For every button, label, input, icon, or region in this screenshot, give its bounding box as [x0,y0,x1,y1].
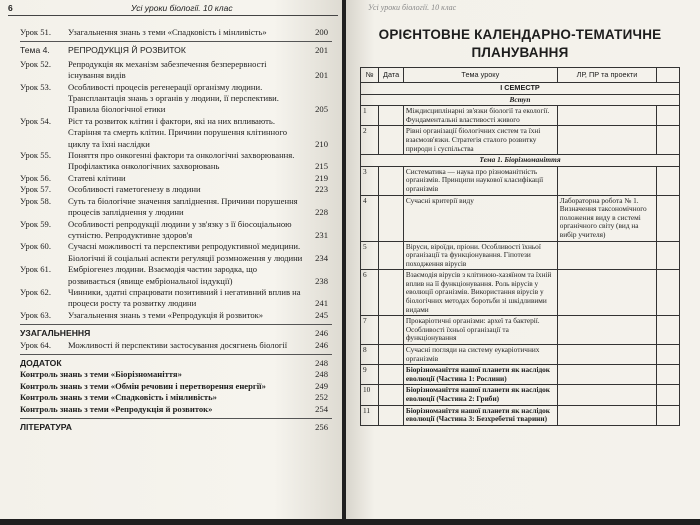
toc-page: 210 [315,138,328,149]
row-lab [557,270,656,316]
row-date [379,126,404,155]
row-date [379,241,404,270]
header-number: № [361,68,379,83]
table-row [361,316,680,345]
toc-text: Суть та біологічне значення запліднення. Причини порушення процесів запліднення у людини [68,195,298,218]
row-date [379,385,404,405]
toc-text: Контроль знань з теми «Обмін речовин і перетворення енергії» [20,380,266,391]
semester-label: I СЕМЕСТР [361,83,680,95]
table-row [361,241,680,270]
table-row [361,106,680,126]
row-number: 11 [361,405,379,425]
toc-separator [20,418,332,419]
toc-entry [20,219,332,242]
toc-page: 249 [315,380,328,391]
toc-text: Особливості гаметогенезу в людини [68,184,201,195]
table-of-contents [20,27,332,433]
page-title [360,26,680,62]
toc-text: Чинники, здатні спрацювати позитивний і негативний вплив на процеси росту та розвитку людини [68,286,301,309]
row-topic: Міждисциплінарні зв'язки біології та екології. Фундаментальні властивості живого [403,106,557,126]
toc-entry [20,150,332,173]
toc-text: Особливості процесів регенерації організму людини. Трансплантація знань з органів у людини, її перспективи. Правила біологічної етики [68,81,279,115]
toc-page: 215 [315,161,328,172]
toc-label: Урок 63. [20,309,51,320]
toc-page: 231 [315,229,328,240]
row-date [379,405,404,425]
toc-text: Поняття про онкогенні фактори та онкологічні захворювання. Профілактика онкологічних захворювань [68,150,295,172]
toc-entry [20,45,332,56]
toc-text: ЛІТЕРАТУРА [20,422,72,432]
semester-row [361,83,680,95]
left-page-header [8,3,338,16]
toc-entry [20,264,332,287]
row-topic: Біорізноманіття нашої планети як наслідок еволюції (Частина 3: Безхребетні тварини) [403,405,557,425]
table-row [361,365,680,385]
row-blank [657,166,680,195]
toc-page: 238 [315,275,328,286]
toc-entry [20,422,332,433]
row-blank [657,385,680,405]
toc-text: Сучасні можливості та перспективи репродуктивної медицини. Біологічні й соціальні аспекти регуляції розмноження у людини [68,241,303,263]
toc-separator [20,354,332,355]
table-row [361,126,680,155]
row-date [379,316,404,345]
row-date [379,345,404,365]
toc-text: Узагальнення знань з теми «Спадковість і мінливість» [68,27,267,37]
row-lab [557,166,656,195]
toc-page: 201 [315,45,328,56]
row-topic: Систематика — наука про різноманітність організмів. Принципи наукової класифікації організмів [403,166,557,195]
table-row [361,405,680,425]
toc-label: Урок 64. [20,339,51,350]
row-blank [657,106,680,126]
toc-label: Урок 54. [20,115,51,126]
toc-text: Контроль знань з теми «Біорізноманіття» [20,369,182,380]
row-date [379,166,404,195]
toc-text: Репродукція як механізм забезпечення безперервності існування видів [68,58,267,81]
toc-entry [20,184,332,195]
right-running-head: Усі уроки біології. 10 клас [368,3,457,12]
row-number: 7 [361,316,379,345]
row-blank [657,316,680,345]
intro-row [361,94,680,106]
table-row [361,270,680,316]
row-lab [557,241,656,270]
row-blank [657,126,680,155]
toc-label: Урок 61. [20,264,51,275]
toc-page: 248 [315,357,328,368]
row-lab [557,126,656,155]
toc-text: Контроль знань з теми «Спадковість і мінливість» [20,392,217,403]
toc-label: Урок 55. [20,150,51,161]
running-head: Усі уроки біології. 10 клас [131,3,233,13]
toc-entry [20,392,332,403]
toc-page: 234 [315,252,328,263]
header-lab: ЛР, ПР та проекти [557,68,656,83]
toc-page: 228 [315,207,328,218]
row-lab [557,106,656,126]
toc-entry [20,310,332,321]
row-topic: Біорізноманіття нашої планети як наслідок еволюції (Частина 1: Рослини) [403,365,557,385]
row-topic: Біорізноманіття нашої планети як наслідок еволюції (Частина 2: Гриби) [403,385,557,405]
toc-label: Урок 51. [20,27,51,37]
toc-entry [20,287,332,310]
toc-page: 248 [315,369,328,380]
toc-text: Узагальнення знань з теми «Репродукція й розвиток» [68,309,264,320]
toc-entry [20,116,332,150]
row-lab [557,405,656,425]
toc-label: Тема 4. [20,45,50,56]
row-date [379,195,404,241]
topic-row [361,155,680,167]
toc-text: РЕПРОДУКЦІЯ Й РОЗВИТОК [68,45,186,56]
row-topic: Віруси, віроїди, пріони. Особливості їхньої організації та функціонування. Гіпотези походження вірусів [403,241,557,270]
row-number: 10 [361,385,379,405]
toc-separator [20,324,332,325]
toc-text: Ембріогенез людини. Взаємодія частин зародка, що розвивається (явище ембріональної індукції) [68,264,258,286]
right-page [346,0,700,519]
toc-page: 246 [315,328,328,339]
row-blank [657,270,680,316]
row-date [379,106,404,126]
toc-text: Контроль знань з теми «Репродукція й розвиток» [20,403,213,414]
table-header-row [361,68,680,83]
toc-label: Урок 56. [20,172,51,183]
table-row [361,195,680,241]
row-number: 9 [361,365,379,385]
row-blank [657,195,680,241]
toc-text: Ріст та розвиток клітин і фактори, які на них впливають. Старіння та смерть клітин. Причини порушення клітинного циклу та їхні наслідки [68,115,288,149]
table-row [361,345,680,365]
table-row [361,385,680,405]
toc-page: 223 [315,184,328,195]
toc-entry [20,369,332,380]
title-line-2: ПЛАНУВАННЯ [471,45,569,60]
planning-table [360,67,680,426]
toc-page: 252 [315,392,328,403]
row-topic: Сучасні критерії виду [403,195,557,241]
toc-entry [20,328,332,339]
toc-page: 245 [315,309,328,320]
toc-entry [20,196,332,219]
row-number: 3 [361,166,379,195]
toc-label: Урок 59. [20,218,51,229]
toc-entry [20,241,332,264]
row-topic: Прокаріотичні організми: археї та бактерії. Особливості їхньої організації та функціонування [403,316,557,345]
toc-label: Урок 58. [20,195,51,206]
row-number: 4 [361,195,379,241]
toc-entry [20,340,332,351]
toc-text: УЗАГАЛЬНЕННЯ [20,328,91,339]
row-topic: Взаємодія вірусів з клітиною-хазяїном та їхній вплив на її функціонування. Роль вірусів у еволюції організмів. Використання вірусів у біологічних методах боротьби зі шкідливими видами [403,270,557,316]
intro-label: Вступ [361,94,680,106]
row-blank [657,345,680,365]
toc-label: Урок 52. [20,58,51,69]
page-number: 6 [8,3,13,13]
toc-page: 256 [315,422,328,432]
toc-text: Особливості репродукції людини у зв'язку з її біосоціальною сутністю. Репродуктивне здоров'я [68,218,292,240]
header-topic: Тема уроку [403,68,557,83]
row-lab [557,345,656,365]
toc-page: 241 [315,298,328,309]
toc-text: Статеві клітини [68,172,126,183]
toc-label: Урок 62. [20,286,51,297]
row-number: 6 [361,270,379,316]
row-number: 1 [361,106,379,126]
header-date: Дата [379,68,404,83]
toc-page: 254 [315,403,328,414]
row-lab: Лабораторна робота № 1. Визначення таксономічного положення виду в системі органічного світу (вид на вибір учителя) [557,195,656,241]
row-topic: Рівні організації біологічних систем та їхні взаємозв'язки. Стратегія сталого розвитку природи і суспільства [403,126,557,155]
toc-text: Можливості й перспективи застосування досягнень біології [68,339,288,350]
toc-page: 200 [315,27,328,37]
row-lab [557,385,656,405]
row-number: 8 [361,345,379,365]
row-date [379,365,404,385]
title-line-1: ОРІЄНТОВНЕ КАЛЕНДАРНО-ТЕМАТИЧНЕ [378,27,662,42]
toc-entry [20,27,332,38]
toc-label: Урок 57. [20,184,51,195]
row-blank [657,405,680,425]
toc-separator [20,41,332,42]
toc-entry [20,59,332,82]
row-lab [557,365,656,385]
toc-label: Урок 53. [20,81,51,92]
row-blank [657,241,680,270]
toc-text: ДОДАТОК [20,357,62,368]
row-lab [557,316,656,345]
row-blank [657,365,680,385]
toc-page: 246 [315,339,328,350]
header-blank [657,68,680,83]
row-topic: Сучасні погляди на систему еукаріотичних організмів [403,345,557,365]
left-page [0,0,342,519]
toc-page: 201 [315,70,328,81]
toc-entry [20,404,332,415]
table-row [361,166,680,195]
row-number: 5 [361,241,379,270]
toc-label: Урок 60. [20,241,51,252]
toc-entry [20,358,332,369]
row-number: 2 [361,126,379,155]
toc-page: 219 [315,172,328,183]
toc-entry [20,82,332,116]
row-date [379,270,404,316]
toc-entry [20,173,332,184]
toc-entry [20,381,332,392]
toc-page: 205 [315,104,328,115]
topic-label: Тема 1. Біорізноманіття [361,155,680,167]
